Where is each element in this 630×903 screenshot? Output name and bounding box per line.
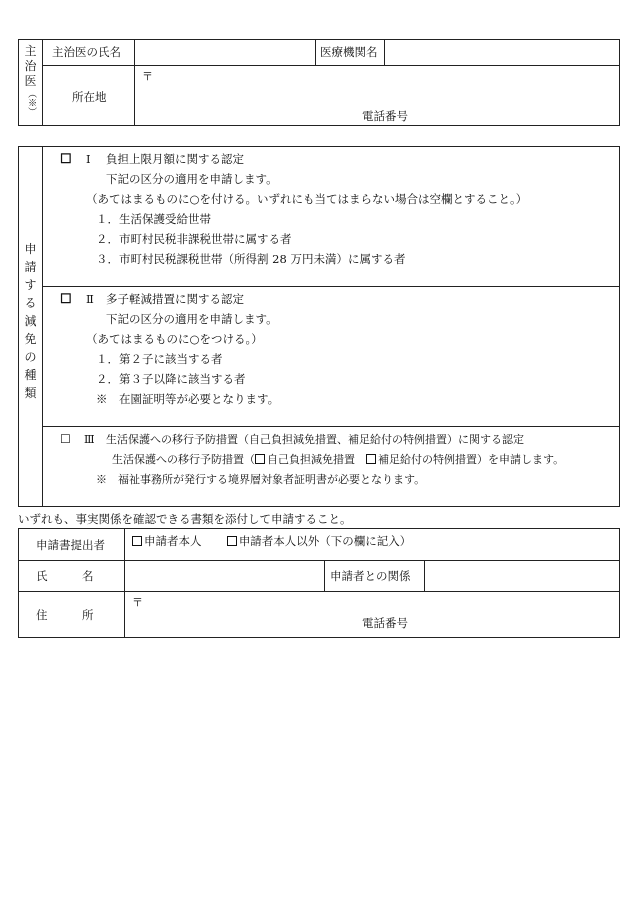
section2-item: ※ 在園証明等が必要となります。 [96, 392, 280, 406]
section1-numeral: Ⅰ [86, 152, 91, 166]
section2-intro: 下記の区分の適用を申請します。 [106, 312, 278, 326]
physician-postal-mark: 〒 [142, 70, 153, 83]
section3-numeral: Ⅲ [84, 433, 95, 446]
section2-checkbox[interactable]: ☐ [60, 292, 72, 307]
applicant-postal-mark: 〒 [132, 596, 143, 609]
section3-line-suffix: ）を申請します。 [477, 453, 565, 466]
physician-institution-divider-left [315, 39, 316, 65]
submitter-other-checkbox[interactable] [227, 536, 237, 546]
applicant-relation-divider-left [324, 560, 325, 591]
section1-item: ２．市町村民税非課税世帯に属する者 [96, 232, 292, 246]
submitter-self-checkbox[interactable] [132, 536, 142, 546]
relation-label: 申請者との関係 [330, 569, 411, 583]
physician-institution-divider-right [384, 39, 385, 65]
reduction-vertical-char: 類 [24, 386, 37, 400]
section3-option2-checkbox[interactable] [366, 454, 376, 464]
section1-item: ３．市町村民税課税世帯（所得割 28 万円未満）に属する者 [96, 252, 406, 266]
section3-checkbox[interactable]: ☐ [60, 432, 71, 446]
section3-title: 生活保護への移行予防措置（自己負担減免措置、補足給付の特例措置）に関する認定 [106, 433, 524, 446]
reduction-label-divider [42, 146, 43, 507]
reduction-vertical-char: 請 [24, 260, 37, 274]
section3-option2-label: 補足給付の特例措置 [378, 453, 477, 466]
reduction-vertical-char: 種 [24, 368, 37, 382]
section1-note: （あてはまるものに○を付ける。いずれにも当てはまらない場合は空欄とすること。） [86, 192, 528, 206]
physician-name-label: 主治医の氏名 [52, 45, 121, 59]
applicant-name-label: 氏 名 [36, 569, 94, 583]
submitter-options [132, 536, 411, 548]
section1-intro: 下記の区分の適用を申請します。 [106, 172, 278, 186]
submitter-self-label: 申請者本人 [144, 534, 202, 548]
applicant-phone-label: 電話番号 [362, 616, 408, 630]
section3-option1-checkbox[interactable] [255, 454, 265, 464]
section2-note: （あてはまるものに○をつける。） [86, 332, 263, 346]
section3-option-line [112, 454, 564, 465]
applicant-name-field[interactable] [126, 562, 322, 589]
section2-item: ２．第３子以降に該当する者 [96, 372, 246, 386]
applicant-relation-divider-right [424, 560, 425, 591]
reduction-vertical-char: す [24, 278, 37, 292]
section1-item: １．生活保護受給世帯 [96, 212, 211, 226]
section1-checkbox[interactable]: ☐ [60, 152, 72, 167]
physician-vertical-label [19, 44, 42, 115]
physician-vertical-char: 治 [24, 59, 37, 73]
relation-field[interactable] [426, 562, 618, 589]
submitter-label: 申請書提出者 [36, 538, 105, 552]
reduction-vertical-label [19, 240, 42, 402]
reduction-vertical-char: の [24, 350, 37, 364]
physician-row-divider [42, 65, 620, 66]
physician-name-field[interactable] [136, 41, 313, 63]
attachment-notice: いずれも、事実関係を確認できる書類を添付して申請すること。 [18, 512, 352, 526]
applicant-label-divider [124, 528, 125, 638]
section3-line-prefix: 生活保護への移行予防措置（ [112, 453, 255, 466]
reduction-vertical-char: 申 [24, 242, 37, 256]
section2-title: 多子軽減措置に関する認定 [106, 292, 244, 306]
physician-column-divider [134, 39, 135, 126]
reduction-section-divider-2 [42, 426, 620, 427]
physician-address-label: 所在地 [72, 90, 107, 104]
physician-institution-field[interactable] [386, 41, 618, 63]
applicant-row-divider-2 [18, 591, 620, 592]
reduction-section-divider-1 [42, 286, 620, 287]
physician-institution-label: 医療機関名 [320, 45, 378, 59]
physician-label-divider [42, 39, 43, 126]
physician-vertical-char: 主 [24, 44, 37, 58]
reduction-vertical-char: 減 [24, 314, 37, 328]
reduction-vertical-char: 免 [24, 332, 37, 346]
physician-vertical-char: 医 [24, 74, 37, 88]
physician-phone-label: 電話番号 [362, 109, 408, 123]
applicant-row-divider-1 [18, 560, 620, 561]
section3-option1-label: 自己負担減免措置 [267, 453, 355, 466]
physician-vertical-char: （※） [26, 89, 37, 116]
section3-note: ※ 福祉事務所が発行する境界層対象者証明書が必要となります。 [96, 473, 426, 486]
reduction-vertical-char: る [24, 296, 37, 310]
applicant-address-label: 住 所 [36, 608, 94, 622]
section1-title: 負担上限月額に関する認定 [106, 152, 244, 166]
submitter-other-label: 申請者本人以外（下の欄に記入） [238, 534, 412, 548]
section2-numeral: Ⅱ [86, 292, 94, 306]
section2-item: １．第２子に該当する者 [96, 352, 223, 366]
